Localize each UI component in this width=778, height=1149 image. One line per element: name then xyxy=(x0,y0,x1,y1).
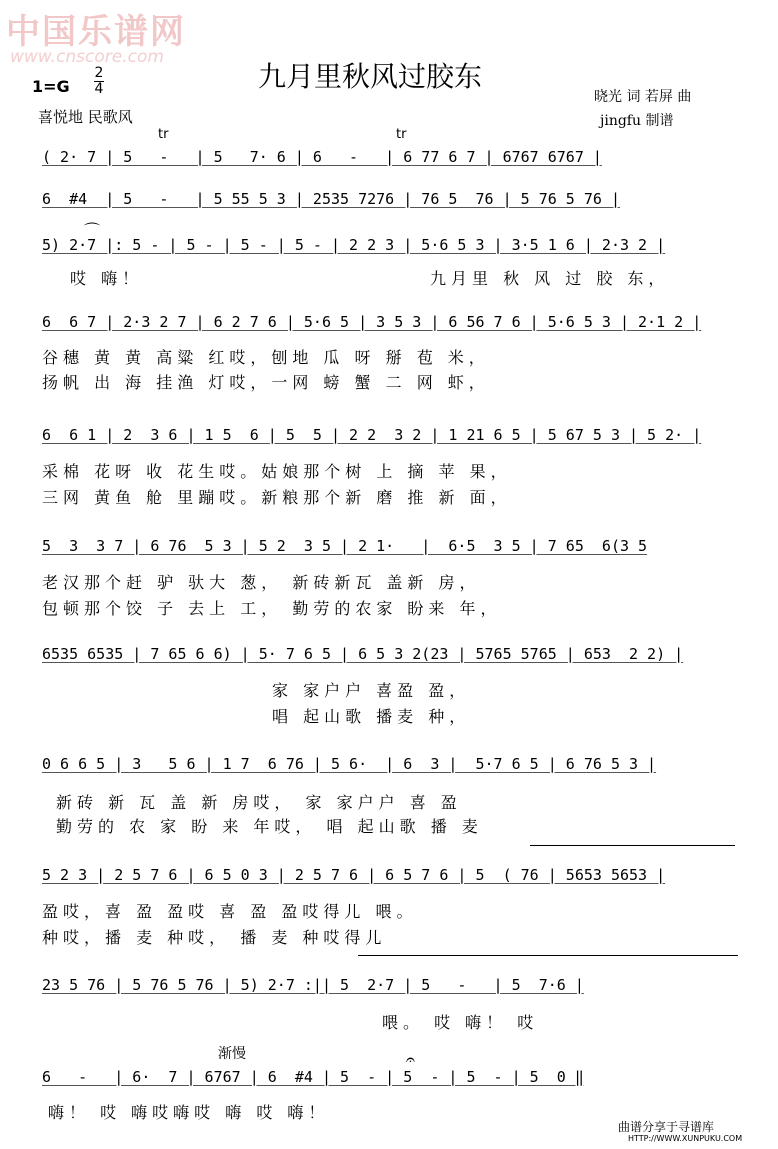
credits: 晓光 词 若屏 曲 xyxy=(594,89,692,105)
lyric-line-verse1: 谷穗 黄 黄 高粱 红哎，刨地 瓜 呀 掰 苞 米， xyxy=(42,348,490,367)
lyric-line-verse2: 包顿那个饺 子 去上 工， 勤劳的农家 盼来 年， xyxy=(42,599,502,618)
lyric-line-verse1: 盈哎，喜 盈 盈哎 喜 盈 盈哎得儿 喂。 xyxy=(42,902,418,921)
lyric-line-verse2: 勤劳的 农 家 盼 来 年哎， 唱 起山歌 播 麦 xyxy=(56,817,483,836)
lyric-line: 嗨！ 哎 嗨哎嗨哎 嗨 哎 嗨！ xyxy=(48,1103,330,1122)
tempo-change: 渐慢 xyxy=(218,1046,246,1062)
fermata-icon: ⌒ xyxy=(84,221,101,240)
lyric-line: 哎 嗨！ xyxy=(70,269,144,288)
time-signature-top: 2 xyxy=(94,65,104,81)
lyric-line: 喂。 哎 嗨！ 哎 xyxy=(382,1013,539,1032)
music-line-8: 0 6 6 5 | 3 5 6 | 1 7 6 76 | 5 6· | 6 3 | 5·7 6 5 | 6 76 5 3 | xyxy=(42,755,657,773)
time-signature-bottom: 4 xyxy=(94,81,104,97)
footer-url: HTTP://WWW.XUNPUKU.COM xyxy=(628,1134,743,1143)
trill-mark: tr xyxy=(158,127,169,142)
music-line-11: 6 - | 6· 7 | 6767 | 6 #4 | 5 - | 5 - | 5 - | 5 0 ‖ xyxy=(42,1068,584,1086)
music-line-3: 5) 2·7 |: 5 - | 5 - | 5 - | 5 - | 2 2 3 | 5·6 5 3 | 3·5 1 6 | 2·3 2 | xyxy=(42,236,666,254)
volta-bracket xyxy=(530,845,735,846)
arranger: jingfu 制谱 xyxy=(600,113,674,129)
lyric-line-verse1: 新砖 新 瓦 盖 新 房哎， 家 家户户 喜 盈 xyxy=(56,793,462,812)
lyric-line-verse2: 种哎，播 麦 种哎， 播 麦 种哎得儿 xyxy=(42,928,387,947)
lyric-line-verse1: 采棉 花呀 收 花生哎。姑娘那个树 上 摘 苹 果， xyxy=(42,462,512,481)
lyric-line-verse2: 扬帆 出 海 挂渔 灯哎，一网 螃 蟹 二 网 虾， xyxy=(42,373,490,392)
music-line-2: 6 #4 | 5 - | 5 55 5 3 | 2535 7276 | 76 5 76 | 5 76 5 76 | xyxy=(42,190,620,208)
watermark-logo: 中国乐谱网 xyxy=(6,12,186,52)
music-line-5: 6 6 1 | 2 3 6 | 1 5 6 | 5 5 | 2 2 3 2 | 1 21 6 5 | 5 67 5 3 | 5 2· | xyxy=(42,426,702,444)
key-signature: 1=G xyxy=(32,77,70,96)
tempo-marking: 喜悦地 民歌风 xyxy=(38,108,133,126)
song-title: 九月里秋风过胶东 xyxy=(258,60,483,93)
music-line-4: 6 6 7 | 2·3 2 7 | 6 2 7 6 | 5·6 5 | 3 5 3 | 6 56 7 6 | 5·6 5 3 | 2·1 2 | xyxy=(42,313,702,331)
music-line-7: 6535 6535 | 7 65 6 6) | 5· 7 6 5 | 6 5 3 2(23 | 5765 5765 | 653 2 2) | xyxy=(42,645,684,663)
lyric-line-verse1: 家 家户户 喜盈 盈， xyxy=(272,681,471,700)
music-line-9: 5 2 3 | 2 5 7 6 | 6 5 0 3 | 2 5 7 6 | 6 5 7 6 | 5 ( 76 | 5653 5653 | xyxy=(42,866,666,884)
lyric-line-verse2: 三网 黄鱼 舱 里蹦哎。新粮那个新 磨 推 新 面， xyxy=(42,488,512,507)
lyric-line-verse1: 老汉那个赶 驴 驮大 葱， 新砖新瓦 盖新 房， xyxy=(42,573,481,592)
music-line-1: ( 2· 7 | 5 - | 5 7· 6 | 6 - | 6 77 6 7 | 6767 6767 | xyxy=(42,148,602,166)
music-line-6: 5 3 3 7 | 6 76 5 3 | 5 2 3 5 | 2 1· | 6·5 3 5 | 7 65 6(3 5 xyxy=(42,537,648,555)
volta-bracket xyxy=(358,955,738,956)
footer-text: 曲谱分享于寻谱库 xyxy=(618,1120,715,1134)
lyric-line: 九月里 秋 风 过 胶 东， xyxy=(430,269,670,288)
music-line-10: 23 5 76 | 5 76 5 76 | 5) 2·7 :|| 5 2·7 | 5 - | 5 7·6 | xyxy=(42,976,584,994)
time-signature xyxy=(94,66,104,97)
watermark-url: www.cnscore.com xyxy=(10,47,164,67)
trill-mark: tr xyxy=(396,127,407,142)
fermata-icon: 𝄐 xyxy=(406,1050,415,1069)
lyric-line-verse2: 唱 起山歌 播麦 种， xyxy=(272,707,471,726)
